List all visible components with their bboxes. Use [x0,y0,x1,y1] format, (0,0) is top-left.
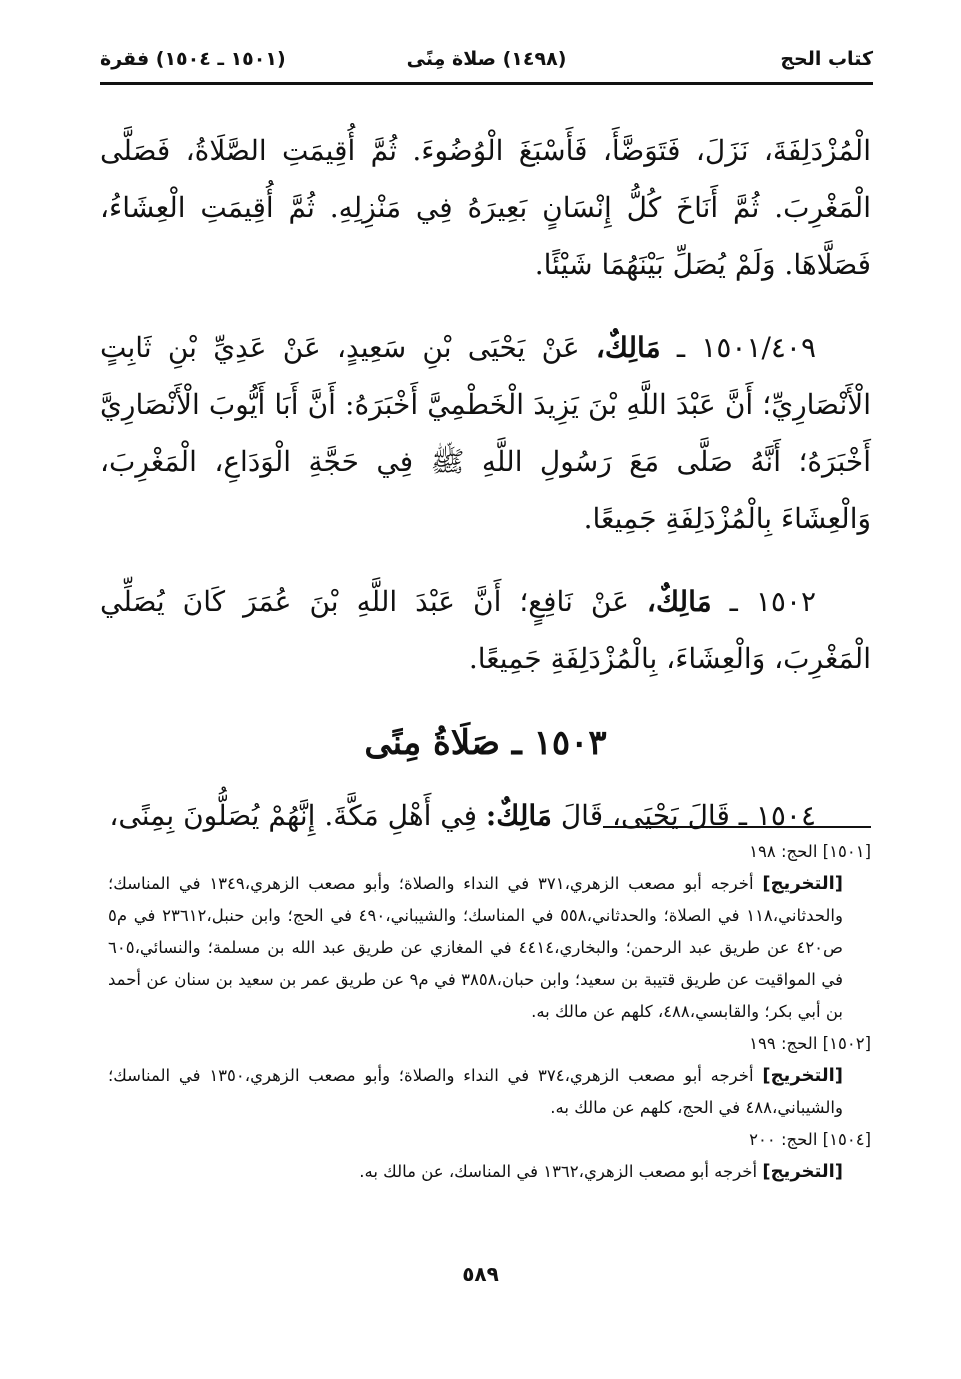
hadith-1501 [100,319,871,547]
hadith-text: فِي أَهْلِ مَكَّةَ. إِنَّهُمْ يُصَلُّونَ بِمِنًى، [109,799,477,832]
header-section-title: (١٤٩٨) صلاة مِنًى [406,48,567,70]
footnote-takhrij [108,868,843,1028]
narrator-name: مَالِكٌ: [485,799,552,832]
hadith-number: ١٥٠٤ ـ [738,799,816,832]
takhrij-label: [التخريج] [762,1161,843,1182]
chapter-heading: ١٥٠٣ ـ صَلَاةُ مِنًى [364,723,607,763]
header-book-title: كتاب الحج [780,48,873,70]
hadith-number: ١٥٠١/٤٠٩ ـ [676,331,817,364]
footnote-reference: [١٥٠١] الحج: ١٩٨ [749,842,871,861]
hadith-intro: قَالَ يَحْيَى، قَالَ [560,799,730,832]
hadith-text: عَنْ يَحْيَى بْنِ سَعِيدٍ، عَنْ عَدِيِّ بْنِ ثَابِتٍ الْأَنْصَارِيِّ؛ أَنَّ عَبْدَ اللَّهِ بْنَ يَزِيدَ الْخَطْمِيَّ أَخْبَرَهُ: أَنَّ أَبَا أَيُّوبَ الْأَنْصَارِيَّ أَخْبَرَهُ؛ أَنَّهُ صَلَّى مَعَ رَسُولِ اللَّهِ ﷺ فِي حَجَّةِ الْوَدَاعِ، الْمَغْرِبَ، وَالْعِشَاءَ بِالْمُزْدَلِفَةِ جَمِيعًا. [100,331,871,535]
footnote-reference: [١٥٠٤] الحج: ٢٠٠ [749,1130,871,1149]
main-text [100,122,871,870]
takhrij-text: أخرجه أبو مصعب الزهري،١٣٦٢ في المناسك، عن مالك به. [359,1162,758,1181]
hadith-text: عَنْ نَافِعٍ؛ أَنَّ عَبْدَ اللَّهِ بْنَ عُمَرَ كَانَ يُصَلِّي الْمَغْرِبَ، وَالْعِشَاءَ، بِالْمُزْدَلِفَةِ جَمِيعًا. [100,585,871,675]
footnote-divider [603,826,871,828]
page-number: ٥٨٩ [462,1262,499,1286]
takhrij-label: [التخريج] [762,873,843,894]
paragraph-continued: الْمُزْدَلِفَةَ، نَزَلَ، فَتَوَضَّأَ، فَأَسْبَغَ الْوُضُوءَ. ثُمَّ أُقِيمَتِ الصَّلَاةُ، فَصَلَّى الْمَغْرِبَ. ثُمَّ أَنَاخَ كُلُّ إِنْسَانٍ بَعِيرَهُ فِي مَنْزِلِهِ. ثُمَّ أُقِيمَتِ الْعِشَاءُ، فَصَلَّاهَا. وَلَمْ يُصَلِّ بَيْنَهُمَا شَيْئًا. [100,134,871,281]
header-paragraph-range: (١٥٠١ ـ ١٥٠٤) فقرة [100,48,286,70]
takhrij-text: أخرجه أبو مصعب الزهري،٣٧٤ في النداء والصلاة؛ وأبو مصعب الزهري،١٣٥٠ في المناسك؛ والشيباني،٤٨٨ في الحج، كلهم عن مالك به. [108,1066,843,1117]
running-header [100,42,873,85]
narrator-name: مَالِكٌ، [595,331,661,364]
footnotes [108,836,871,1188]
takhrij-text: أخرجه أبو مصعب الزهري،٣٧١ في النداء والصلاة؛ وأبو مصعب الزهري،١٣٤٩ في المناسك؛ والحدثاني،١١٨ في الصلاة؛ والحدثاني،٥٥٨ في المناسك؛ والشيباني،٤٩٠ في الحج؛ وابن حنبل،٢٣٦١٢ في م٥ ص٤٢٠ عن طريق عبد الرحمن؛ والبخاري،٤٤١٤ في المغازي عن طريق عبد الله بن مسلمة؛ والنسائي،٦٠٥ في المواقيت عن طريق قتيبة بن سعيد؛ وابن حبان،٣٨٥٨ في م٩ عن طريق عمر بن سعيد بن سنان عن أحمد بن أبي بكر؛ والقابسي،٤٨٨، كلهم عن مالك به. [108,874,843,1021]
hadith-1502 [100,573,871,687]
narrator-name: مَالِكٌ، [646,585,712,618]
footnote-takhrij [108,1156,843,1188]
footnote-takhrij [108,1060,843,1124]
hadith-number: ١٥٠٢ ـ [729,585,817,618]
takhrij-label: [التخريج] [762,1065,843,1086]
footnote-reference: [١٥٠٢] الحج: ١٩٩ [749,1034,871,1053]
